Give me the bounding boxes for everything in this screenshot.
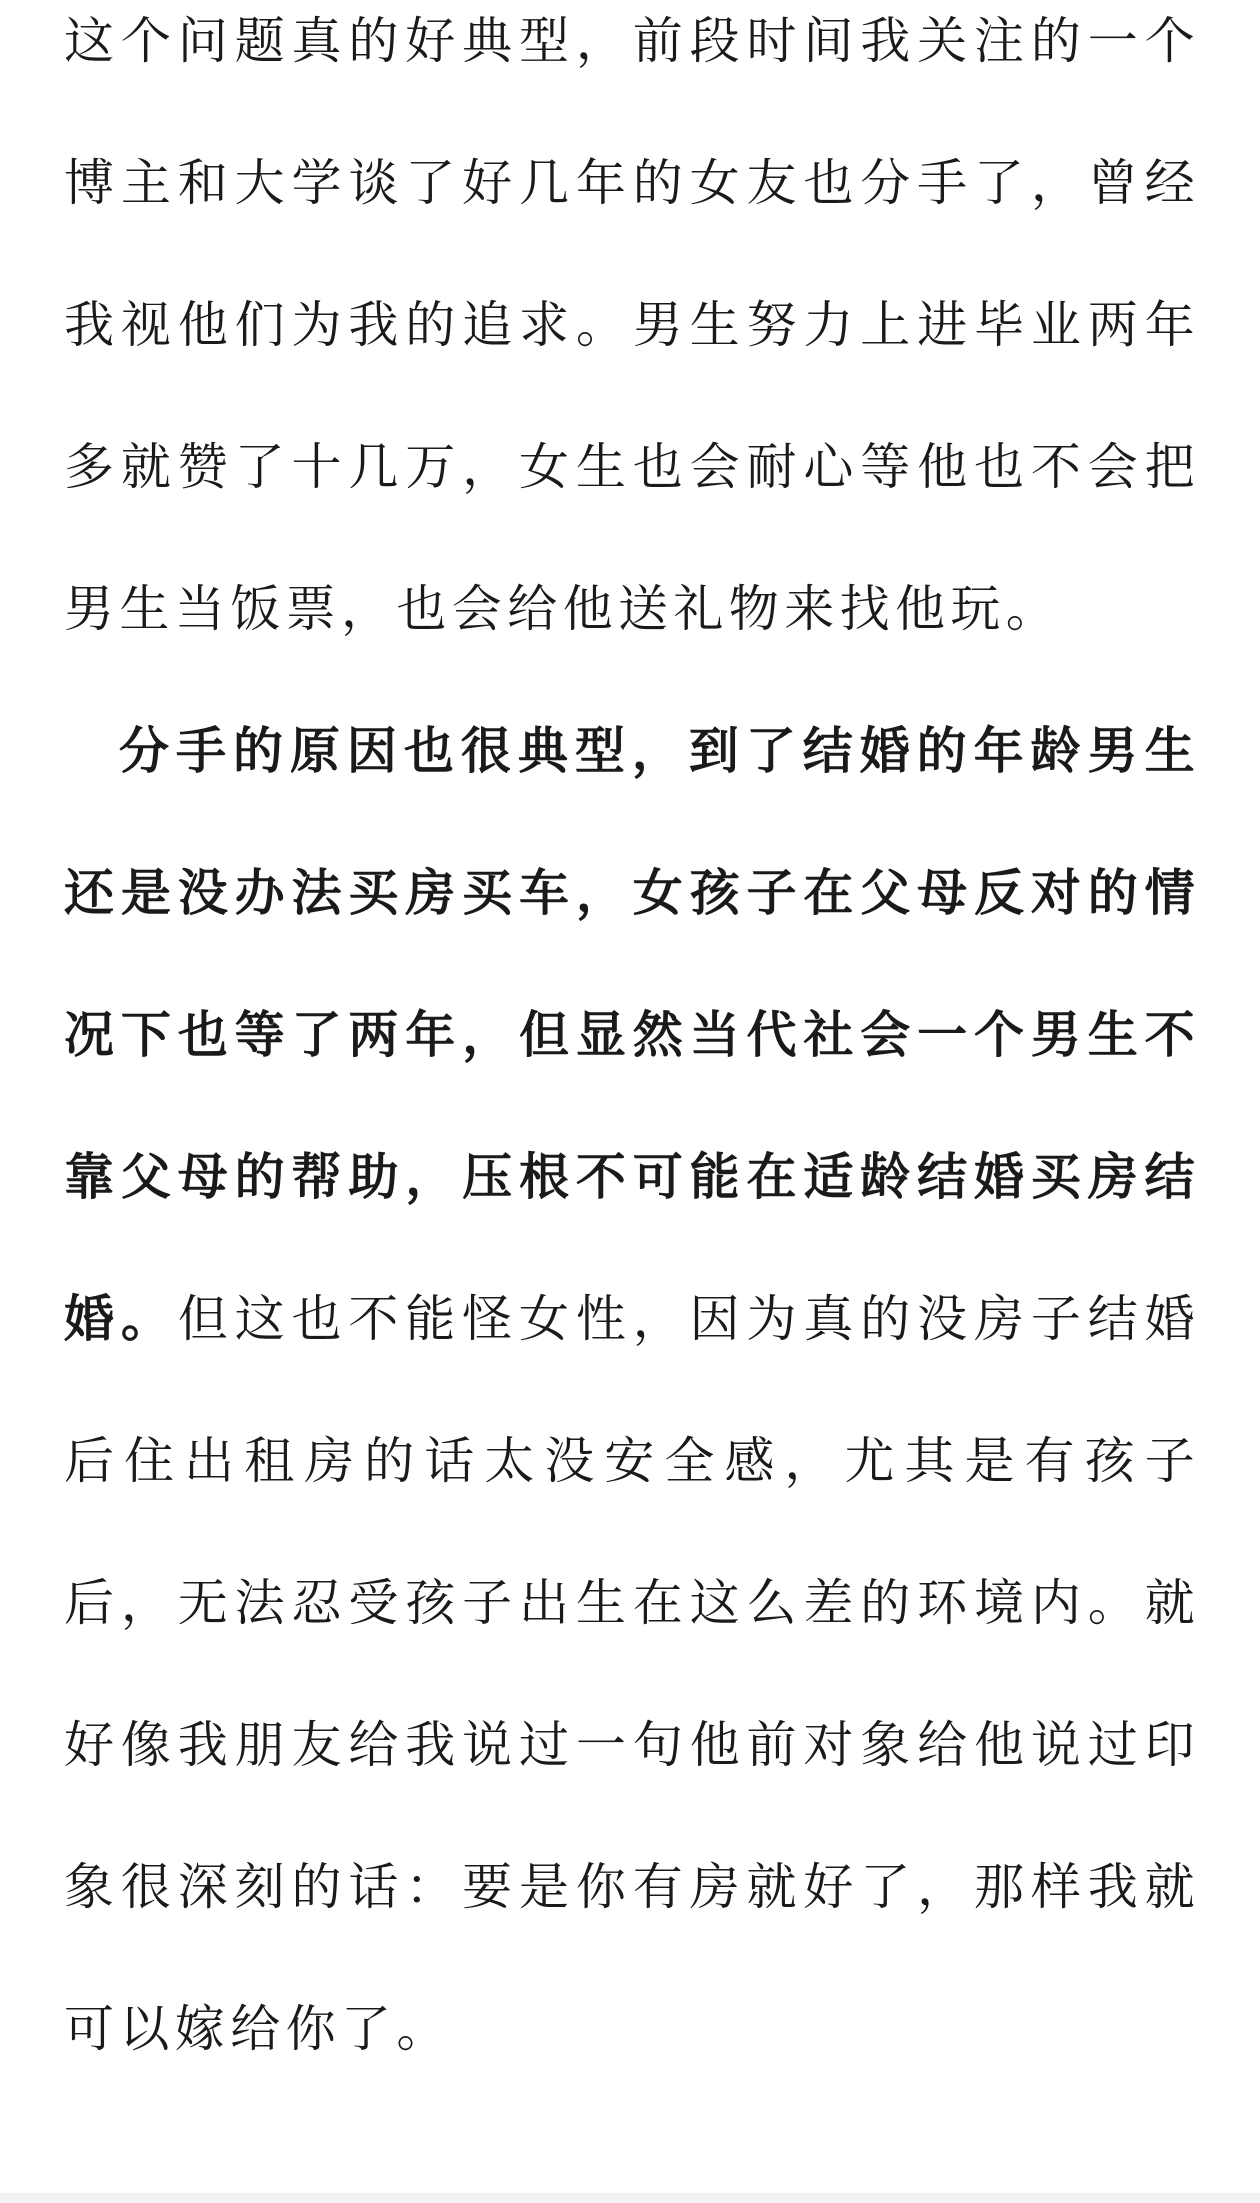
bottom-divider bbox=[0, 2193, 1260, 2203]
paragraph-1: 这个问题真的好典型，前段时间我关注的一个博主和大学谈了好几年的女友也分手了，曾经我视他们为我的追求。男生努力上进毕业两年多就赞了十几万，女生也会耐心等他也不会把男生当饭票，也会给他送礼物来找他玩。 bbox=[64, 12, 1200, 638]
paragraph-2 bbox=[64, 680, 1200, 2100]
article-body bbox=[64, 0, 1200, 2100]
paragraph-2-regular-text: 但这也不能怪女性，因为真的没房子结婚后住出租房的话太没安全感，尤其是有孩子后，无法忍受孩子出生在这么差的环境内。就好像我朋友给我说过一句他前对象给他说过印象很深刻的话：要是你有房就好了，那样我就可以嫁给你了。 bbox=[64, 1290, 1200, 2058]
paragraph-2-bold-text: 分手的原因也很典型，到了结婚的年龄男生还是没办法买房买车，女孩子在父母反对的情况下也等了两年，但显然当代社会一个男生不靠父母的帮助，压根不可能在适龄结婚买房结婚。 bbox=[64, 722, 1200, 1348]
